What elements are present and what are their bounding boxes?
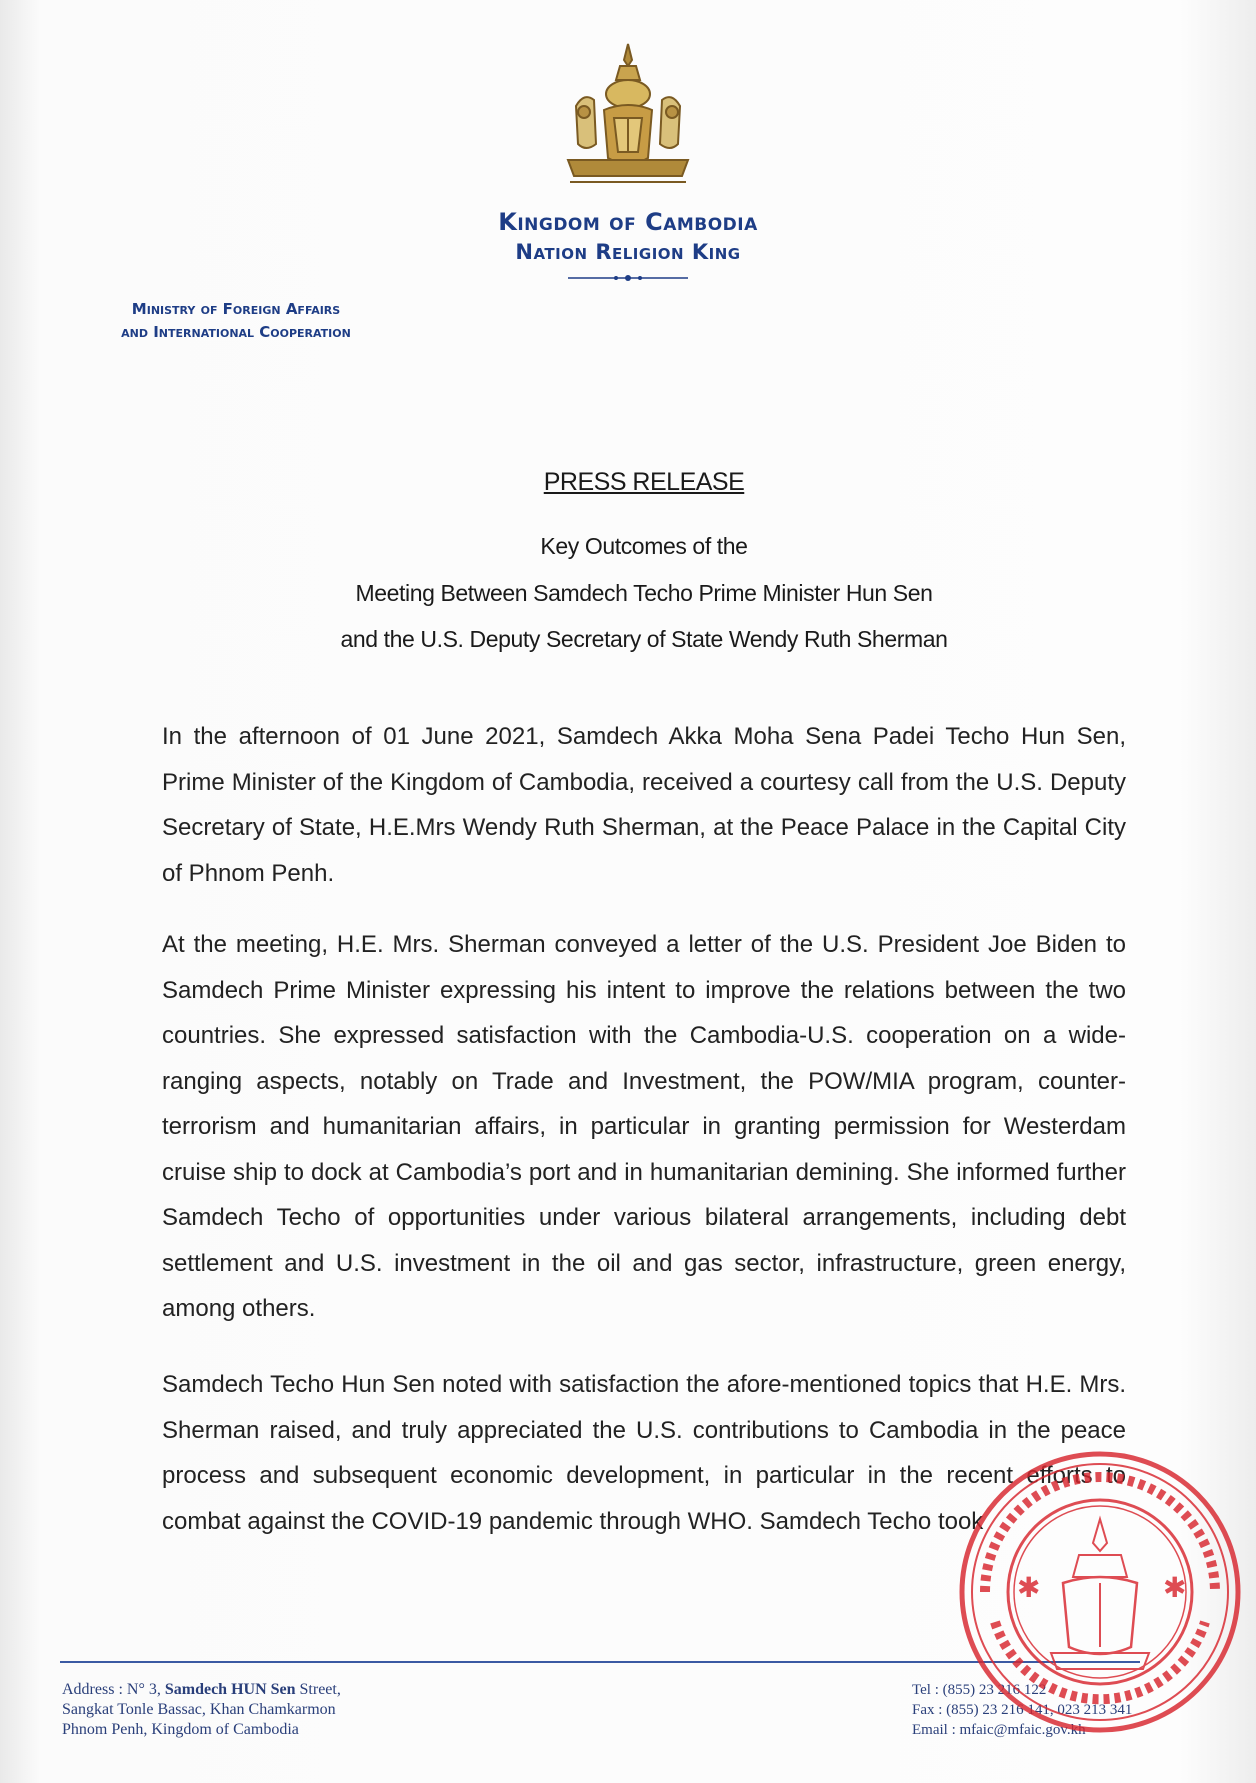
address-street-name: Samdech HUN Sen	[164, 1681, 296, 1698]
kingdom-title: Kingdom of Cambodia	[498, 208, 758, 236]
address-line-2: Sangkat Tonle Bassac, Khan Chamkarmon	[62, 1701, 336, 1718]
press-release-label: PRESS RELEASE	[543, 468, 745, 496]
body-paragraph-2: At the meeting, H.E. Mrs. Sherman conveyed a letter of the U.S. President Joe Biden to Samdech Prime Minister expressing his intent to improve the relations between the two countries. She expressed satisfaction with the Cambodia-U.S. cooperation on a wide-ranging aspects, notably on Trade and Investment, the POW/MIA program, counter-terrorism and humanitarian affairs, in particular in granting permission for Westerdam cruise ship to dock at Cambodia’s port and in humanitarian demining. She informed further Samdech Techo of opportunities under various bilateral arrangements, including debt settlement and U.S. investment in the oil and gas sector, infrastructure, green energy, among others.	[162, 931, 1126, 1322]
body-paragraph-3: Samdech Techo Hun Sen noted with satisfaction the afore-mentioned topics that H.E. Mrs. Sherman raised, and truly appreciated the U.S. contributions to Cambodia in the peace process and subsequent economic development, in particular in the recent efforts to combat against the COVID-19 pandemic through WHO. Samdech Techo took	[162, 1371, 1126, 1535]
email: Email : mfaic@mfaic.gov.kh	[912, 1722, 1086, 1738]
national-motto: Nation Religion King	[515, 240, 741, 264]
royal-emblem-icon	[548, 40, 708, 190]
title-line-1: Key Outcomes of the	[540, 533, 748, 559]
address-suffix: Street,	[295, 1681, 341, 1698]
official-red-seal-icon	[955, 1447, 1245, 1737]
title-line-3: and the U.S. Deputy Secretary of State Wendy Ruth Sherman	[340, 626, 948, 652]
fax: Fax : (855) 23 216 141, 023 213 341	[912, 1702, 1133, 1718]
ministry-name-line1: Ministry of Foreign Affairs	[131, 300, 341, 318]
address-line-1	[62, 1680, 341, 1700]
title-line-2: Meeting Between Samdech Techo Prime Minister Hun Sen	[355, 580, 933, 606]
body-paragraph-1: In the afternoon of 01 June 2021, Samdech Akka Moha Sena Padei Techo Hun Sen, Prime Minister of the Kingdom of Cambodia, received a courtesy call from the U.S. Deputy Secretary of State, H.E.Mrs Wendy Ruth Sherman, at the Peace Palace in the Capital City of Phnom Penh.	[162, 723, 1126, 887]
svg-text:✱: ✱	[1017, 1571, 1041, 1604]
svg-text:✱: ✱	[1163, 1571, 1187, 1604]
address-line-3: Phnom Penh, Kingdom of Cambodia	[62, 1721, 299, 1738]
address-prefix: Address : N° 3,	[62, 1681, 165, 1698]
divider-ornament-icon	[568, 272, 688, 284]
ministry-name-line2: and International Cooperation	[121, 323, 351, 341]
telephone: Tel : (855) 23 216 122	[912, 1682, 1047, 1698]
